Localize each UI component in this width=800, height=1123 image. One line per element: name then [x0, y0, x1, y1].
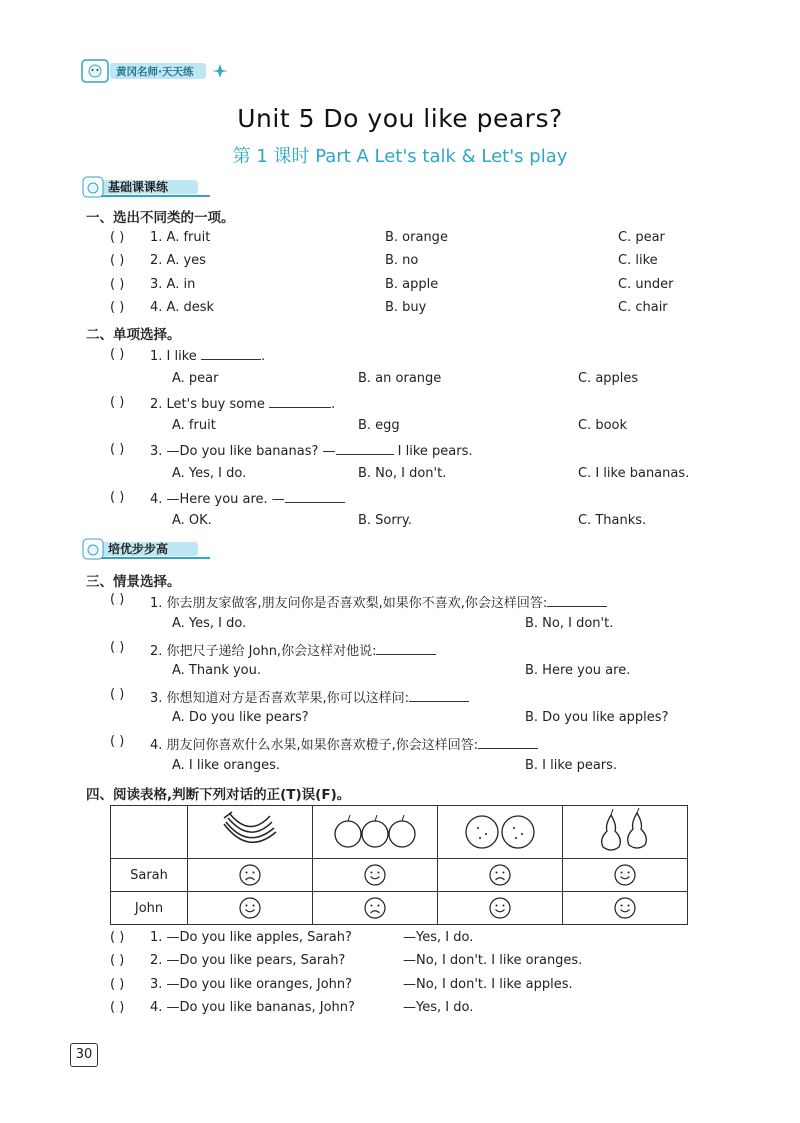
- answer-paren[interactable]: ( ): [110, 442, 125, 457]
- table-header-row: [111, 806, 688, 859]
- option-b: B. orange: [385, 230, 448, 245]
- question-stem: 3. 你想知道对方是否喜欢苹果,你可以这样问:: [150, 691, 410, 706]
- banana-cell: [188, 806, 313, 859]
- bear-icon: [82, 176, 104, 198]
- option-c: C. pear: [618, 230, 665, 245]
- tag-basic-label: 基础课课练: [108, 180, 169, 194]
- unit-title: Unit 5 Do you like pears?: [237, 104, 563, 133]
- tag-advanced-label: 培优步步高: [108, 542, 169, 556]
- question-text: [150, 347, 265, 364]
- option-b: B. Do you like apples?: [525, 710, 669, 725]
- fruit-preference-table: [110, 805, 688, 925]
- question-stem: 4. —Here you are. —: [150, 492, 285, 507]
- dialogue-answer: —Yes, I do.: [403, 1000, 474, 1015]
- option-b: B. Sorry.: [358, 513, 412, 528]
- lesson-title: 第 1 课时 Part A Let's talk & Let's play: [232, 146, 568, 167]
- answer-paren[interactable]: ( ): [110, 1000, 125, 1015]
- question-tail: .: [330, 397, 336, 412]
- option-a: A. Yes, I do.: [172, 616, 247, 631]
- question-text: [150, 442, 473, 459]
- option-b: B. apple: [385, 277, 439, 292]
- option-c: C. under: [618, 277, 674, 292]
- dialogue-question: 2. —Do you like pears, Sarah?: [150, 953, 346, 968]
- page-number: 30: [70, 1043, 98, 1067]
- header-logo: [80, 58, 230, 84]
- question-text: [150, 395, 335, 412]
- dialogue-question: 1. —Do you like apples, Sarah?: [150, 930, 352, 945]
- smiley-face-icon: [363, 863, 387, 887]
- smiley-face-icon: [613, 896, 637, 920]
- table-row: [111, 892, 688, 925]
- question-stem: 1. I like: [150, 349, 197, 364]
- question-stem: 1. 你去朋友家做客,朋友问你是否喜欢梨,如果你不喜欢,你会这样回答:: [150, 596, 548, 611]
- dialogue-answer: —Yes, I do.: [403, 930, 474, 945]
- dialogue-question: 4. —Do you like bananas, John?: [150, 1000, 355, 1015]
- option-b: B. Here you are.: [525, 663, 631, 678]
- option-c: C. I like bananas.: [578, 466, 690, 481]
- face-cell: [563, 859, 688, 892]
- option-b: B. buy: [385, 300, 427, 315]
- answer-paren[interactable]: ( ): [110, 347, 125, 362]
- answer-blank[interactable]: [201, 347, 261, 360]
- option-c: C. apples: [578, 371, 639, 386]
- table-corner-cell: [111, 806, 188, 859]
- answer-paren[interactable]: ( ): [110, 277, 125, 292]
- option-a: A. OK.: [172, 513, 212, 528]
- option-a: A. fruit: [172, 418, 216, 433]
- question-text: [150, 734, 538, 753]
- banana-icon: [220, 810, 280, 850]
- apple-cell: [313, 806, 438, 859]
- answer-blank[interactable]: [376, 642, 436, 655]
- answer-paren[interactable]: ( ): [110, 734, 125, 749]
- orange-cell: [438, 806, 563, 859]
- option-b: B. an orange: [358, 371, 442, 386]
- option-a: A. Yes, I do.: [172, 466, 247, 481]
- question-tail: .: [260, 349, 266, 364]
- option-a: A. I like oranges.: [172, 758, 280, 773]
- answer-blank[interactable]: [269, 395, 331, 408]
- answer-paren[interactable]: ( ): [110, 930, 125, 945]
- option-b: B. No, I don't.: [358, 466, 447, 481]
- answer-paren[interactable]: ( ): [110, 592, 125, 607]
- section1-heading: 一、选出不同类的一项。: [86, 210, 235, 226]
- dialogue-answer: —No, I don't. I like apples.: [403, 977, 573, 992]
- answer-blank[interactable]: [409, 689, 469, 702]
- answer-paren[interactable]: ( ): [110, 640, 125, 655]
- face-cell: [438, 892, 563, 925]
- row-name: John: [111, 892, 188, 925]
- bear-icon: [82, 538, 104, 560]
- option-b: B. I like pears.: [525, 758, 618, 773]
- orange-icon: [460, 810, 540, 850]
- question-text: [150, 592, 607, 611]
- logo-text: 黄冈名师·天天练: [116, 66, 194, 78]
- option-a: A. Do you like pears?: [172, 710, 309, 725]
- dialogue-question: 3. —Do you like oranges, John?: [150, 977, 353, 992]
- option-b: B. no: [385, 253, 419, 268]
- face-cell: [313, 859, 438, 892]
- face-cell: [563, 892, 688, 925]
- option-a: 1. A. fruit: [150, 230, 211, 245]
- face-cell: [438, 859, 563, 892]
- question-stem: 2. Let's buy some: [150, 397, 265, 412]
- smiley-face-icon: [613, 863, 637, 887]
- row-name: Sarah: [111, 859, 188, 892]
- option-c: C. like: [618, 253, 658, 268]
- pear-cell: [563, 806, 688, 859]
- question-text: [150, 687, 469, 706]
- answer-blank[interactable]: [336, 442, 394, 455]
- smiley-face-icon: [238, 896, 262, 920]
- question-stem: 4. 朋友问你喜欢什么水果,如果你喜欢橙子,你会这样回答:: [150, 738, 479, 753]
- section3-heading: 三、情景选择。: [86, 574, 181, 590]
- pear-icon: [595, 807, 655, 853]
- option-a: 4. A. desk: [150, 300, 215, 315]
- question-text: [150, 490, 345, 507]
- option-c: C. Thanks.: [578, 513, 647, 528]
- answer-paren[interactable]: ( ): [110, 395, 125, 410]
- question-stem: 2. 你把尺子递给 John,你会这样对他说:: [150, 644, 377, 659]
- smiley-face-icon: [488, 896, 512, 920]
- dialogue-answer: —No, I don't. I like oranges.: [403, 953, 583, 968]
- section2-heading: 二、单项选择。: [86, 327, 181, 343]
- option-c: C. book: [578, 418, 628, 433]
- sad-face-icon: [238, 863, 262, 887]
- sad-face-icon: [363, 896, 387, 920]
- option-b: B. No, I don't.: [525, 616, 614, 631]
- question-stem: 3. —Do you like bananas? —: [150, 444, 336, 459]
- answer-blank[interactable]: [547, 594, 607, 607]
- face-cell: [313, 892, 438, 925]
- tag-advanced: [82, 538, 212, 558]
- option-a: 3. A. in: [150, 277, 196, 292]
- answer-paren[interactable]: ( ): [110, 490, 125, 505]
- face-cell: [188, 892, 313, 925]
- apple-icon: [330, 810, 420, 850]
- table-row: [111, 859, 688, 892]
- answer-paren[interactable]: ( ): [110, 687, 125, 702]
- tag-basic: [82, 176, 212, 196]
- answer-paren[interactable]: ( ): [110, 300, 125, 315]
- answer-paren[interactable]: ( ): [110, 230, 125, 245]
- answer-paren[interactable]: ( ): [110, 977, 125, 992]
- answer-paren[interactable]: ( ): [110, 953, 125, 968]
- answer-blank[interactable]: [478, 736, 538, 749]
- option-a: 2. A. yes: [150, 253, 206, 268]
- sad-face-icon: [488, 863, 512, 887]
- answer-paren[interactable]: ( ): [110, 253, 125, 268]
- question-text: [150, 640, 436, 659]
- answer-blank[interactable]: [285, 490, 345, 503]
- option-a: A. Thank you.: [172, 663, 261, 678]
- option-b: B. egg: [358, 418, 400, 433]
- face-cell: [188, 859, 313, 892]
- option-c: C. chair: [618, 300, 668, 315]
- section4-heading: 四、阅读表格,判断下列对话的正(T)误(F)。: [86, 787, 351, 803]
- question-tail: I like pears.: [393, 444, 473, 459]
- option-a: A. pear: [172, 371, 219, 386]
